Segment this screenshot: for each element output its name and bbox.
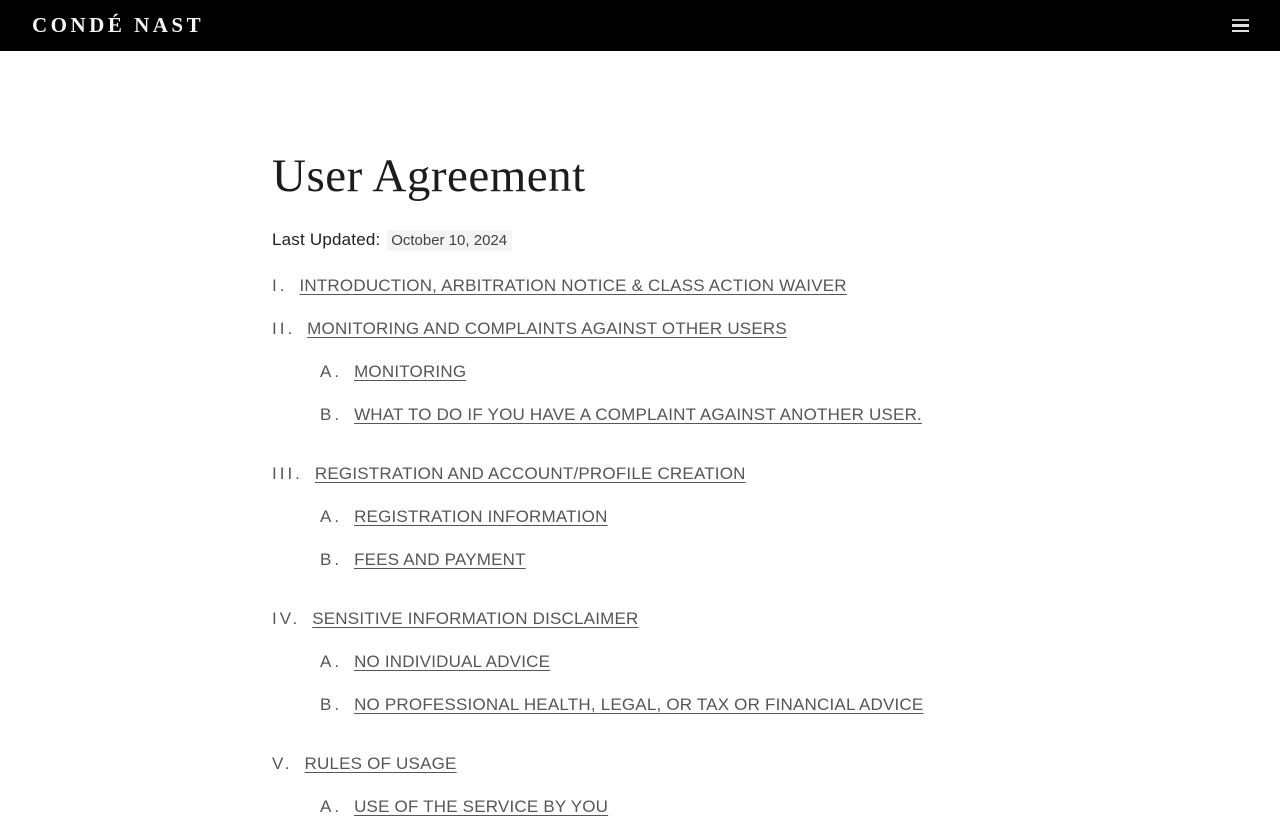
toc-item [272, 405, 1008, 425]
last-updated-label: Last Updated: [272, 230, 381, 250]
toc-link-monitoring-complaints[interactable]: MONITORING AND COMPLAINTS AGAINST OTHER USERS [307, 319, 787, 339]
toc-item [272, 507, 1008, 527]
toc-item [272, 797, 1008, 817]
toc-item-prefix: II. [272, 319, 296, 339]
toc-link-rules-of-usage[interactable]: RULES OF USAGE [304, 754, 457, 774]
toc-item [272, 695, 1008, 715]
toc-item [272, 550, 1008, 570]
toc-link-registration-information[interactable]: REGISTRATION INFORMATION [354, 507, 608, 527]
main-content [272, 149, 1008, 817]
toc-item-prefix: B. [320, 695, 343, 715]
toc-item [272, 609, 1008, 629]
toc-item-prefix: B. [320, 405, 343, 425]
toc-item-prefix: V. [272, 754, 293, 774]
toc-item-prefix: A. [320, 652, 343, 672]
page-title: User Agreement [272, 150, 586, 202]
toc-item [272, 362, 1008, 382]
toc-link-use-of-service[interactable]: USE OF THE SERVICE BY YOU [354, 797, 609, 817]
toc-item [272, 319, 1008, 339]
last-updated-line [272, 229, 1008, 252]
toc-link-registration[interactable]: REGISTRATION AND ACCOUNT/PROFILE CREATION [314, 464, 746, 484]
toc-link-introduction[interactable]: INTRODUCTION, ARBITRATION NOTICE & CLASS ACTION WAIVER [299, 276, 847, 296]
toc-item [272, 276, 1008, 296]
toc-item [272, 464, 1008, 484]
last-updated-date: October 10, 2024 [387, 230, 512, 251]
toc-link-complaint-against-user[interactable]: WHAT TO DO IF YOU HAVE A COMPLAINT AGAINST ANOTHER USER. [354, 405, 922, 425]
conde-nast-logo[interactable]: CONDÉ NAST [32, 13, 205, 37]
toc-item-prefix: I. [272, 276, 288, 296]
site-header [0, 0, 1280, 51]
toc-item-prefix: B. [320, 550, 343, 570]
toc-item-prefix: A. [320, 507, 343, 527]
table-of-contents [272, 276, 1008, 817]
toc-item-prefix: III. [272, 464, 303, 484]
toc-link-no-individual-advice[interactable]: NO INDIVIDUAL ADVICE [354, 652, 551, 672]
hamburger-icon [1232, 19, 1249, 22]
toc-link-no-professional-advice[interactable]: NO PROFESSIONAL HEALTH, LEGAL, OR TAX OR FINANCIAL ADVICE [354, 695, 924, 715]
toc-item-prefix: IV. [272, 609, 301, 629]
toc-item [272, 754, 1008, 774]
toc-link-sensitive-information[interactable]: SENSITIVE INFORMATION DISCLAIMER [312, 609, 639, 629]
toc-item-prefix: A. [320, 362, 343, 382]
toc-item [272, 652, 1008, 672]
hamburger-menu-button[interactable] [1232, 15, 1249, 37]
toc-item-prefix: A. [320, 797, 343, 817]
toc-link-fees-and-payment[interactable]: FEES AND PAYMENT [354, 550, 526, 570]
toc-link-monitoring[interactable]: MONITORING [354, 362, 467, 382]
